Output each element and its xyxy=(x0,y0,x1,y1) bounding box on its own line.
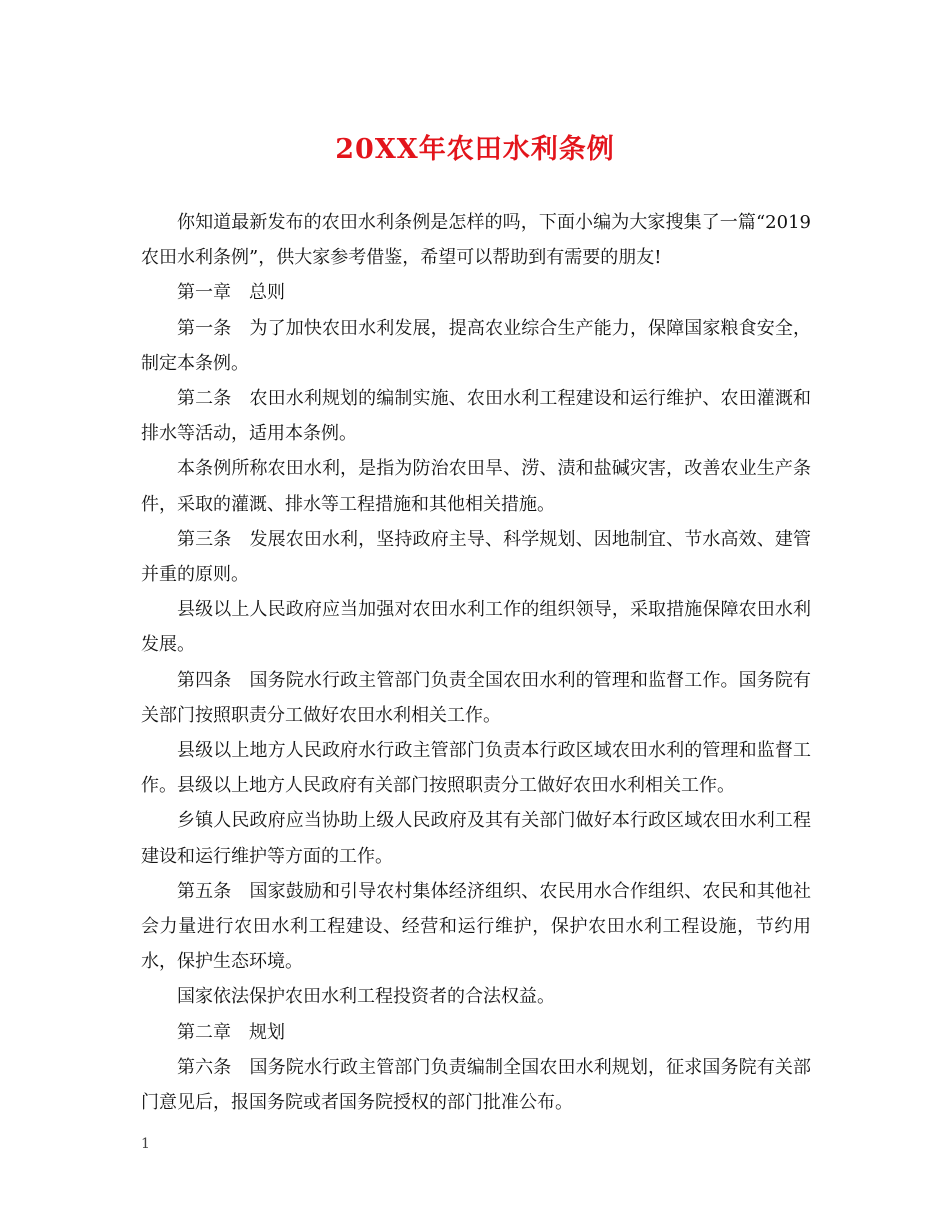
page-number: 1 xyxy=(141,1136,150,1152)
body-paragraph: 国家依法保护农田水利工程投资者的合法权益。 xyxy=(177,986,555,1008)
article-paragraph: 第一条 为了加快农田水利发展，提高农业综合生产能力，保障国家粮食安全，制定本条例。 xyxy=(141,317,811,374)
body-paragraph: 乡镇人民政府应当协助上级人民政府及其有关部门做好本行政区域农田水利工程建设和运行维护等方面的工作。 xyxy=(141,810,811,867)
chapter-heading: 第二章 规划 xyxy=(177,1021,285,1043)
body-paragraph: 本条例所称农田水利，是指为防治农田旱、涝、渍和盐碱灾害，改善农业生产条件，采取的灌溉、排水等工程措施和其他相关措施。 xyxy=(141,458,811,515)
body-paragraph: 县级以上地方人民政府水行政主管部门负责本行政区域农田水利的管理和监督工作。县级以上地方人民政府有关部门按照职责分工做好农田水利相关工作。 xyxy=(141,740,811,797)
article-paragraph: 第四条 国务院水行政主管部门负责全国农田水利的管理和监督工作。国务院有关部门按照职责分工做好农田水利相关工作。 xyxy=(141,669,811,726)
document-body xyxy=(141,205,811,1120)
intro-paragraph: 你知道最新发布的农田水利条例是怎样的吗，下面小编为大家搜集了一篇“2019农田水利条例”，供大家参考借鉴，希望可以帮助到有需要的朋友! xyxy=(141,212,811,269)
article-paragraph: 第二条 农田水利规划的编制实施、农田水利工程建设和运行维护、农田灌溉和排水等活动，适用本条例。 xyxy=(141,388,811,445)
body-paragraph: 县级以上人民政府应当加强对农田水利工作的组织领导，采取措施保障农田水利发展。 xyxy=(141,599,811,656)
document-title: 20XX年农田水利条例 xyxy=(335,134,615,165)
article-paragraph: 第五条 国家鼓励和引导农村集体经济组织、农民用水合作组织、农民和其他社会力量进行农田水利工程建设、经营和运行维护，保护农田水利工程设施，节约用水，保护生态环境。 xyxy=(141,880,811,973)
chapter-heading: 第一章 总则 xyxy=(177,282,285,304)
article-paragraph: 第六条 国务院水行政主管部门负责编制全国农田水利规划，征求国务院有关部门意见后，报国务院或者国务院授权的部门批准公布。 xyxy=(141,1056,811,1114)
article-paragraph: 第三条 发展农田水利，坚持政府主导、科学规划、因地制宜、节水高效、建管并重的原则。 xyxy=(141,528,811,586)
